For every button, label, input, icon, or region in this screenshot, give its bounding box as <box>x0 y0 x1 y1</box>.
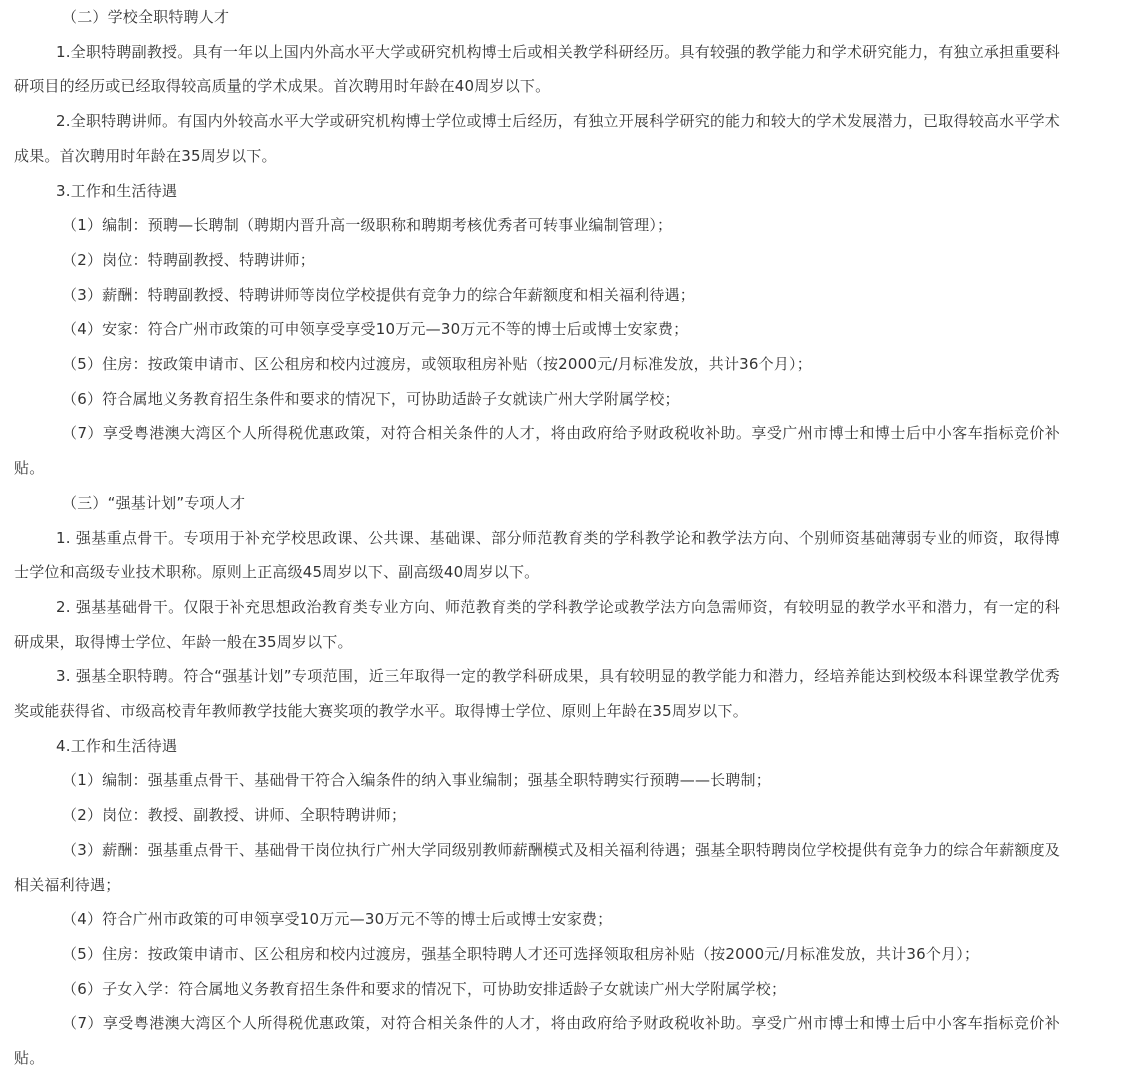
section-heading-full-time-talent: （二）学校全职特聘人才 <box>62 8 230 26</box>
subheading-benefits: 3.工作和生活待遇 <box>56 181 178 200</box>
list-item: （4）安家：符合广州市政策的可申领享受享受10万元—30万元不等的博士后或博士安家费； <box>62 320 689 339</box>
paragraph-lecturer: 2.全职特聘讲师。有国内外较高水平大学或研究机构博士学位或博士后经历，有独立开展科学研究的能力和较大的学术发展潜力，已取得较高水平学术成果。首次聘用时年龄在35周岁以下。 <box>14 112 1060 165</box>
list-item: （5）住房：按政策申请市、区公租房和校内过渡房，或领取租房补贴（按2000元/月标准发放，共计36个月）； <box>62 355 812 374</box>
list-item: （2）岗位：特聘副教授、特聘讲师； <box>62 250 315 269</box>
subheading-benefits: 4.工作和生活待遇 <box>56 736 178 755</box>
paragraph-key-backbone: 1. 强基重点骨干。专项用于补充学校思政课、公共课、基础课、部分师范教育类的学科教学论和教学法方向、个别师资基础薄弱专业的师资，取得博士学位和高级专业技术职称。原则上正高级45周岁以下、副高级40周岁以下。 <box>14 528 1060 582</box>
list-item: （7）享受粤港澳大湾区个人所得税优惠政策，对符合相关条件的人才，将由政府给予财政税收补助。享受广州市博士和博士后中小客车指标竞价补贴。 <box>14 424 1060 478</box>
list-item: （1）编制：强基重点骨干、基础骨干符合入编条件的纳入事业编制；强基全职特聘实行预聘——长聘制； <box>62 771 771 790</box>
article-body <box>14 0 1060 1076</box>
paragraph-basic-backbone: 2. 强基基础骨干。仅限于补充思想政治教育类专业方向、师范教育类的学科教学论或教学法方向急需师资，有较明显的教学水平和潜力，有一定的科研成果，取得博士学位、年龄一般在35周岁以下。 <box>14 597 1060 651</box>
list-item: （4）符合广州市政策的可申领享受10万元—30万元不等的博士后或博士安家费； <box>62 910 613 929</box>
list-item: （6）符合属地义务教育招生条件和要求的情况下，可协助适龄子女就读广州大学附属学校； <box>62 389 680 408</box>
section-heading-strong-foundation: （三）“强基计划”专项人才 <box>62 493 246 512</box>
list-item: （6）子女入学：符合属地义务教育招生条件和要求的情况下，可协助安排适龄子女就读广州大学附属学校； <box>62 979 787 998</box>
paragraph-full-time-special: 3. 强基全职特聘。符合“强基计划”专项范围，近三年取得一定的教学科研成果，具有较明显的教学能力和潜力，经培养能达到校级本科课堂教学优秀奖或能获得省、市级高校青年教师教学技能大赛奖项的教学水平。取得博士学位、原则上年龄在35周岁以下。 <box>14 667 1060 721</box>
list-item: （3）薪酬：特聘副教授、特聘讲师等岗位学校提供有竞争力的综合年薪额度和相关福利待遇； <box>62 285 695 304</box>
paragraph-associate-professor: 1.全职特聘副教授。具有一年以上国内外高水平大学或研究机构博士后或相关教学科研经历。具有较强的教学能力和学术研究能力，有独立承担重要科研项目的经历或已经取得较高质量的学术成果。首次聘用时年龄在40周岁以下。 <box>14 42 1060 96</box>
list-item: （2）岗位：教授、副教授、讲师、全职特聘讲师； <box>62 806 407 825</box>
list-item: （3）薪酬：强基重点骨干、基础骨干岗位执行广州大学同级别教师薪酬模式及相关福利待遇；强基全职特聘岗位学校提供有竞争力的综合年薪额度及相关福利待遇； <box>14 840 1060 894</box>
list-item: （1）编制：预聘—长聘制（聘期内晋升高一级职称和聘期考核优秀者可转事业编制管理）； <box>62 216 673 235</box>
list-item: （5）住房：按政策申请市、区公租房和校内过渡房，强基全职特聘人才还可选择领取租房补贴（按2000元/月标准发放，共计36个月）； <box>62 944 980 963</box>
list-item: （7）享受粤港澳大湾区个人所得税优惠政策，对符合相关条件的人才，将由政府给予财政税收补助。享受广州市博士和博士后中小客车指标竞价补贴。 <box>14 1014 1060 1068</box>
